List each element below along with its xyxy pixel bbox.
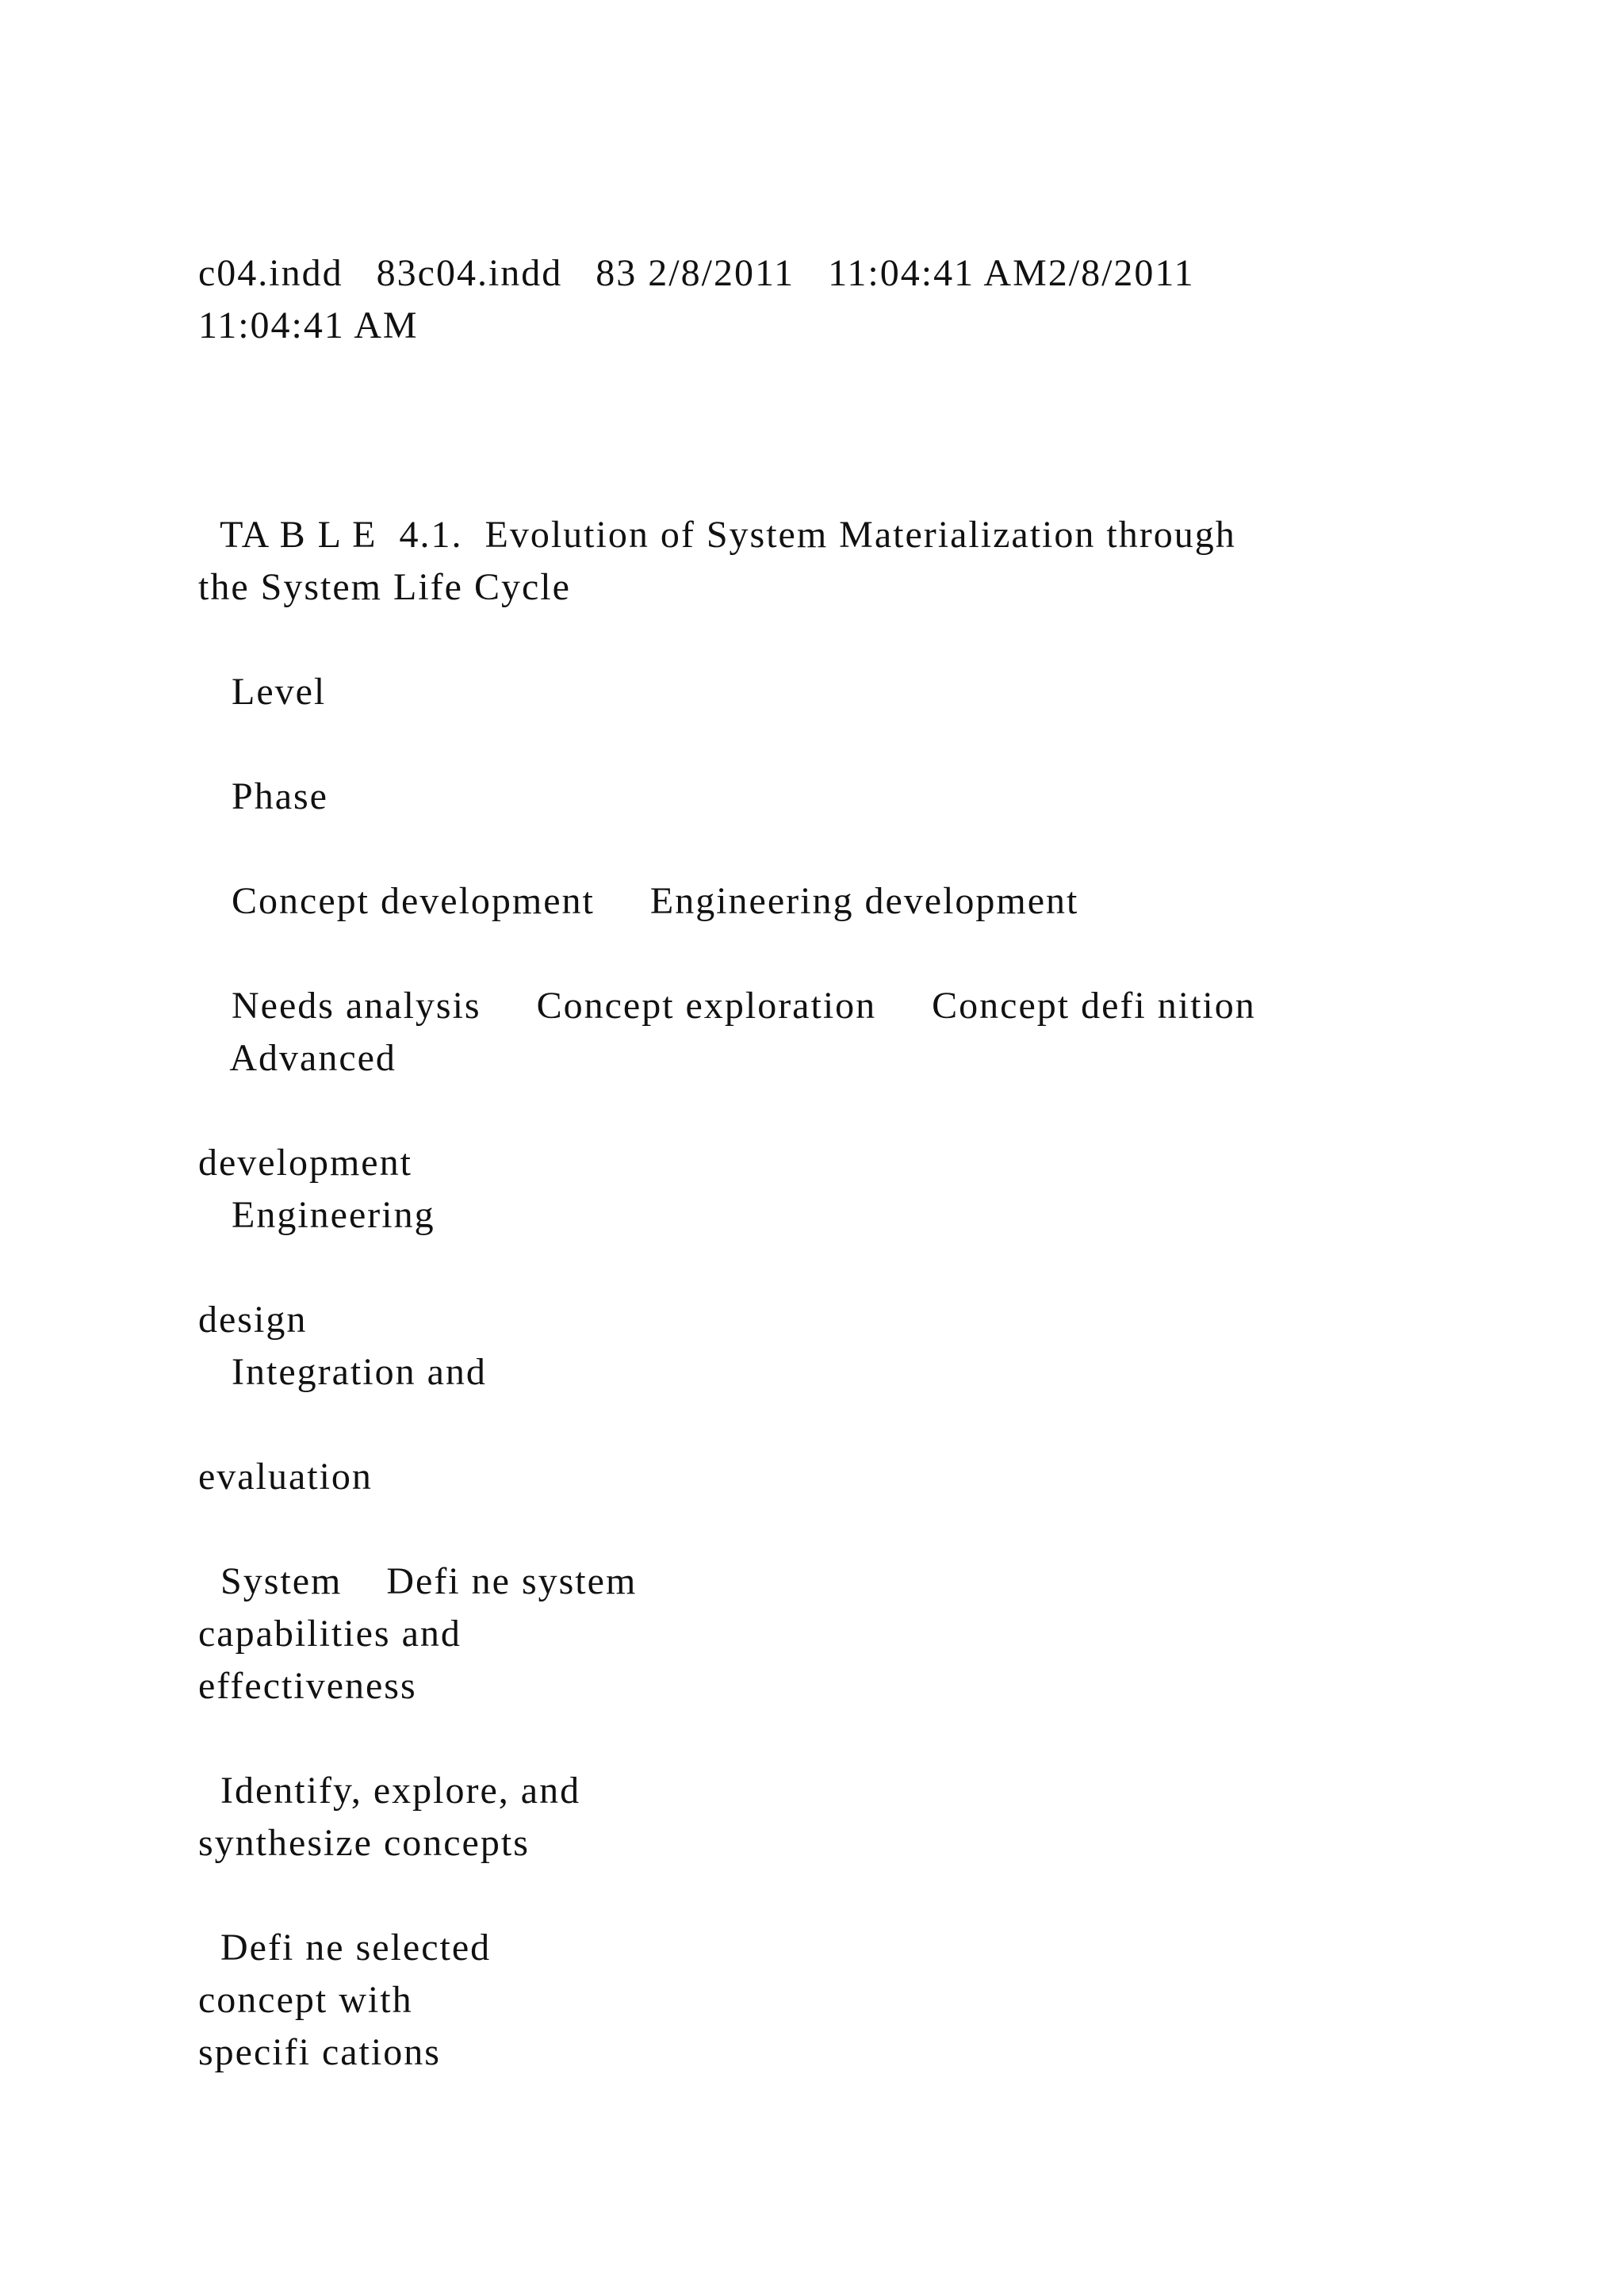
integration-label: Integration and bbox=[198, 1351, 487, 1393]
identify-cell-line-2: synthesize concepts bbox=[198, 1822, 530, 1864]
define-cell-line-2: concept with bbox=[198, 1979, 413, 2021]
engineering-label: Engineering bbox=[198, 1194, 435, 1236]
stage-headings: Concept development Engineering development bbox=[198, 880, 1079, 922]
advanced-label: Advanced bbox=[198, 1037, 396, 1079]
system-row-line-1: System Defi ne system bbox=[198, 1560, 638, 1602]
system-row-line-2: capabilities and bbox=[198, 1613, 462, 1655]
file-header-line-2: 11:04:41 AM bbox=[198, 304, 419, 346]
table-title-line-2: the System Life Cycle bbox=[198, 566, 571, 608]
level-label: Level bbox=[198, 671, 327, 713]
phase-headings: Needs analysis Concept exploration Concept defi nition bbox=[198, 985, 1256, 1027]
development-label: development bbox=[198, 1142, 412, 1184]
system-row-line-3: effectiveness bbox=[198, 1665, 417, 1707]
identify-cell-line-1: Identify, explore, and bbox=[198, 1770, 581, 1812]
define-cell-line-3: specifi cations bbox=[198, 2031, 441, 2073]
table-title-line-1: TA B L E 4.1. Evolution of System Materialization through bbox=[198, 514, 1236, 556]
file-header-line-1: c04.indd 83c04.indd 83 2/8/2011 11:04:41 AM2/8/2011 bbox=[198, 252, 1195, 294]
phase-label: Phase bbox=[198, 775, 328, 817]
design-label: design bbox=[198, 1299, 308, 1341]
define-cell-line-1: Defi ne selected bbox=[198, 1927, 492, 1969]
evaluation-label: evaluation bbox=[198, 1456, 373, 1498]
